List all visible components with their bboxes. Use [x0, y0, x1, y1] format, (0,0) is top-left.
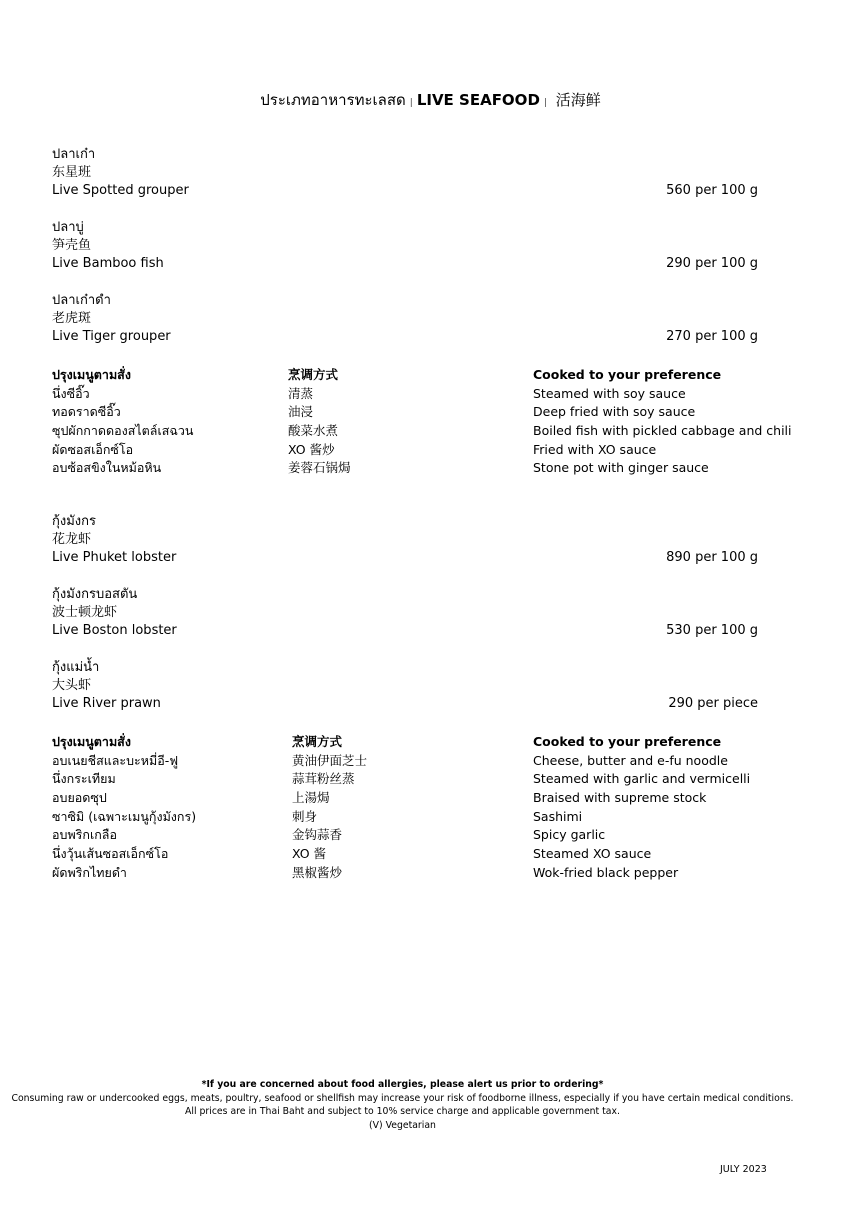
cooking-row [52, 441, 812, 460]
raw-food-warning: Consuming raw or undercooked eggs, meats, poultry, seafood or shellfish may increase your risk of foodborne illness, especially if you have certain medical conditions. [11, 1092, 794, 1104]
title-english: LIVE SEAFOOD [416, 91, 540, 109]
item-chinese-name: 大头虾 [52, 678, 92, 693]
cooking-english: Spicy garlic [533, 827, 606, 843]
cooking-thai: นึ่งวุ้นเส้นซอสเอ็กซ์โอ [52, 846, 169, 862]
item-chinese-name: 波士顿龙虾 [52, 605, 118, 620]
footer-notes [0, 1078, 805, 1132]
title-separator: | [409, 98, 413, 108]
item-price: 290 per 100 g [666, 256, 758, 271]
fish-cooking-table [52, 366, 812, 478]
header-english: Cooked to your preference [533, 367, 722, 382]
cooking-english: Steamed XO sauce [533, 846, 652, 862]
header-thai: ปรุงเมนูตามสั่ง [52, 367, 131, 382]
cooking-chinese: 清蒸 [288, 385, 314, 401]
cooking-chinese: 姜蓉石锅焗 [288, 460, 351, 476]
cooking-thai: อบยอดซุป [52, 790, 107, 806]
cooking-row [52, 864, 812, 883]
cooking-english: Deep fried with soy sauce [533, 404, 696, 420]
cooking-thai: ผัดพริกไทยดำ [52, 864, 127, 880]
cooking-chinese: XO 酱炒 [288, 441, 335, 457]
title-thai: ประเภทอาหารทะเลสด [260, 91, 406, 109]
item-chinese-name: 老虎斑 [52, 311, 92, 326]
cooking-english: Steamed with garlic and vermicelli [533, 771, 751, 787]
cooking-english: Fried with XO sauce [533, 441, 657, 457]
cooking-table-header [52, 733, 812, 752]
header-chinese: 烹调方式 [292, 734, 343, 749]
item-english-name: Live Phuket lobster [52, 550, 177, 565]
cooking-english: Sashimi [533, 808, 583, 824]
item-price: 270 per 100 g [666, 329, 758, 344]
item-thai-name: ปลาบู่ [52, 220, 84, 235]
item-english-name: Live Boston lobster [52, 623, 177, 638]
item-price: 890 per 100 g [666, 550, 758, 565]
cooking-chinese: XO 酱 [292, 846, 327, 862]
menu-item-boston-lobster [52, 586, 772, 640]
cooking-row [52, 403, 812, 422]
cooking-english: Steamed with soy sauce [533, 385, 686, 401]
cooking-row [52, 459, 812, 478]
cooking-chinese: 金钩蒜香 [292, 827, 343, 843]
cooking-row [52, 789, 812, 808]
item-price: 530 per 100 g [666, 623, 758, 638]
menu-item-phuket-lobster [52, 513, 772, 567]
item-chinese-name: 笋壳鱼 [52, 238, 92, 253]
cooking-thai: ผัดซอสเอ็กซ์โอ [52, 441, 134, 457]
vegetarian-legend: (V) Vegetarian [369, 1119, 436, 1131]
cooking-chinese: 刺身 [292, 808, 318, 824]
shellfish-cooking-table [52, 733, 812, 883]
menu-item-spotted-grouper [52, 146, 772, 200]
item-english-name: Live Tiger grouper [52, 329, 171, 344]
cooking-thai: ซาซิมิ (เฉพาะเมนูกุ้งมังกร) [52, 808, 197, 824]
title-separator-2: | [543, 98, 547, 108]
price-notice: All prices are in Thai Baht and subject to 10% service charge and applicable government tax. [185, 1106, 620, 1117]
cooking-row [52, 808, 812, 827]
item-chinese-name: 东星班 [52, 165, 92, 180]
cooking-chinese: 油浸 [288, 404, 314, 420]
item-english-name: Live River prawn [52, 696, 161, 711]
cooking-thai: นึ่งซีอิ๊ว [52, 385, 90, 401]
item-english-name: Live Spotted grouper [52, 183, 189, 198]
item-thai-name: กุ้งมังกร [52, 514, 96, 529]
title-chinese: 活海鲜 [555, 91, 601, 109]
cooking-table-header [52, 366, 812, 385]
cooking-row [52, 770, 812, 789]
cooking-thai: อบพริกเกลือ [52, 827, 117, 843]
cooking-chinese: 蒜茸粉丝蒸 [292, 771, 355, 787]
header-chinese: 烹调方式 [288, 367, 339, 382]
header-thai: ปรุงเมนูตามสั่ง [52, 734, 131, 749]
cooking-chinese: 黑椒酱炒 [292, 864, 343, 880]
page-title [0, 90, 861, 113]
header-english: Cooked to your preference [533, 734, 722, 749]
menu-date: JULY 2023 [720, 1164, 767, 1175]
cooking-thai: ทอดราดซีอิ๊ว [52, 404, 121, 420]
menu-item-river-prawn [52, 659, 772, 713]
cooking-row [52, 826, 812, 845]
cooking-english: Boiled fish with pickled cabbage and chili [533, 423, 792, 439]
cooking-english: Cheese, butter and e-fu noodle [533, 752, 728, 768]
cooking-thai: ซุปผักกาดดองสไตล์เสฉวน [52, 423, 194, 439]
menu-item-bamboo-fish [52, 219, 772, 273]
cooking-row [52, 385, 812, 404]
cooking-thai: อบซ้อสขิงในหม้อหิน [52, 460, 162, 476]
cooking-english: Stone pot with ginger sauce [533, 460, 709, 476]
cooking-chinese: 酸菜水煮 [288, 423, 339, 439]
item-english-name: Live Bamboo fish [52, 256, 164, 271]
cooking-thai: อบเนยชีสและบะหมี่อี-ฟู [52, 752, 179, 768]
item-thai-name: ปลาเก๋า [52, 147, 96, 162]
cooking-row [52, 752, 812, 771]
cooking-english: Braised with supreme stock [533, 790, 707, 806]
cooking-row [52, 422, 812, 441]
allergy-notice: *If you are concerned about food allergies, please alert us prior to ordering* [201, 1079, 604, 1090]
item-thai-name: ปลาเก๋าดำ [52, 293, 111, 308]
menu-item-tiger-grouper [52, 292, 772, 346]
cooking-chinese: 上湯焗 [292, 790, 330, 806]
cooking-english: Wok-fried black pepper [533, 864, 679, 880]
cooking-chinese: 黄油伊面芝士 [292, 752, 368, 768]
item-thai-name: กุ้งมังกรบอสตัน [52, 587, 138, 602]
cooking-row [52, 845, 812, 864]
cooking-thai: นึ่งกระเทียม [52, 771, 116, 787]
item-thai-name: กุ้งแม่น้ำ [52, 660, 100, 675]
item-price: 290 per piece [668, 696, 758, 711]
item-chinese-name: 花龙虾 [52, 532, 92, 547]
item-price: 560 per 100 g [666, 183, 758, 198]
